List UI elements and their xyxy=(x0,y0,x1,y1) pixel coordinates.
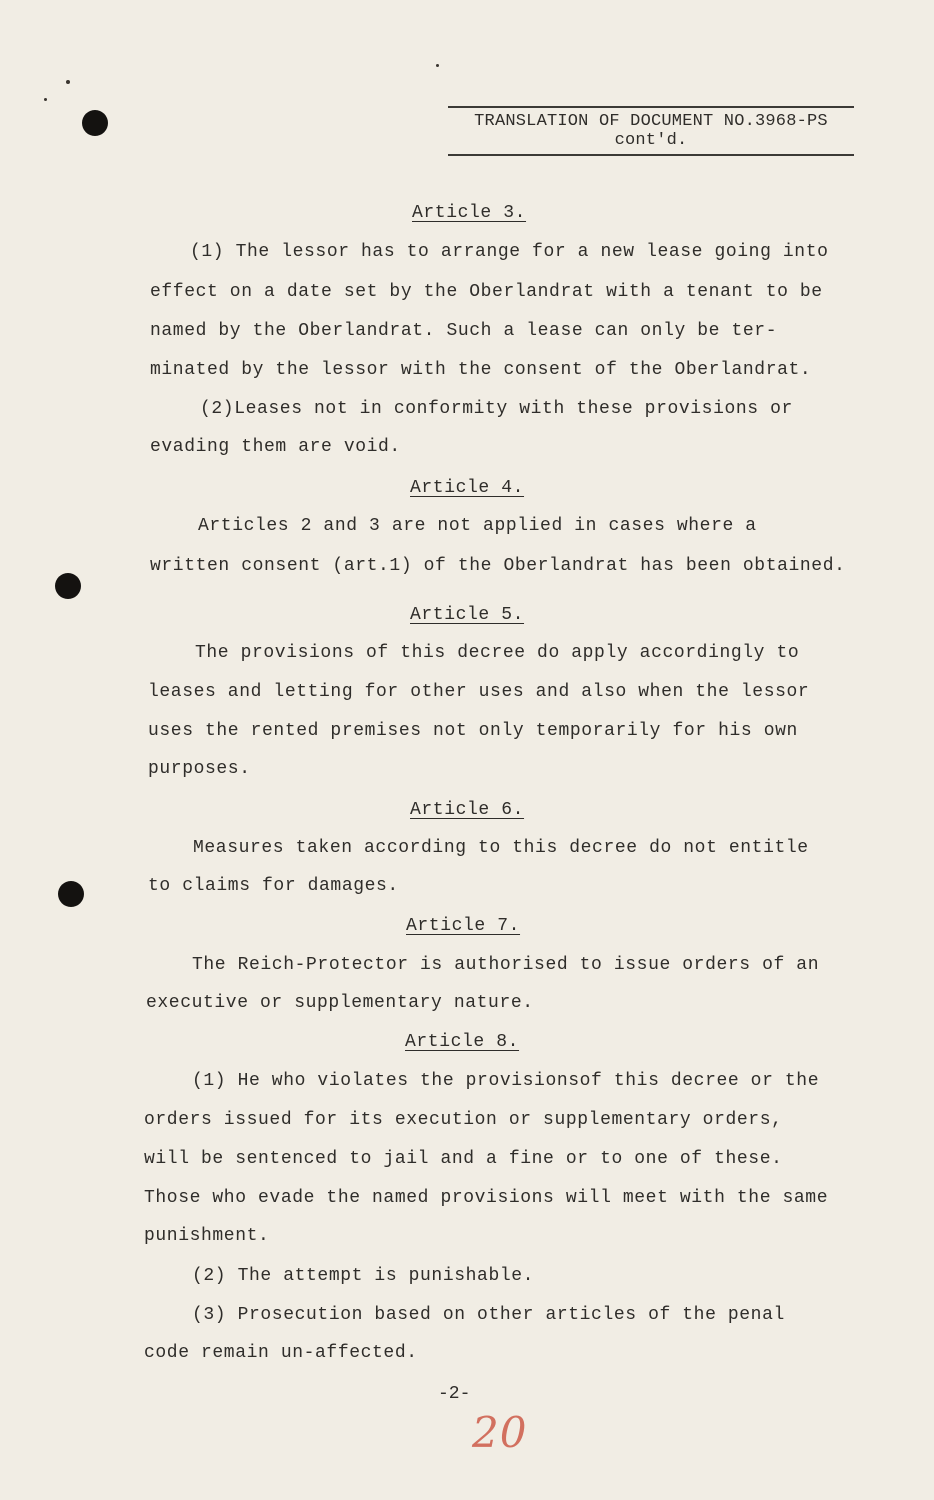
punch-hole-bottom xyxy=(58,881,84,907)
text-line: leases and letting for other uses and also when the lessor xyxy=(148,682,810,702)
text-line: punishment. xyxy=(144,1226,270,1246)
article-4-heading: Article 4. xyxy=(410,478,525,498)
header-top-rule xyxy=(448,106,854,108)
text-line: effect on a date set by the Oberlandrat with a tenant to be xyxy=(150,282,823,302)
text-line: written consent (art.1) of the Oberlandrat has been obtained. xyxy=(150,556,846,576)
article-7-heading: Article 7. xyxy=(406,916,521,936)
article-3-heading: Article 3. xyxy=(412,203,527,223)
text-line: (2) The attempt is punishable. xyxy=(192,1266,535,1286)
article-8-heading: Article 8. xyxy=(405,1032,520,1052)
text-line: The Reich-Protector is authorised to issue orders of an xyxy=(192,955,820,975)
document-subtitle: cont'd. xyxy=(614,131,688,150)
text-line: Measures taken according to this decree do not entitle xyxy=(193,838,809,858)
text-line: minated by the lessor with the consent of the Oberlandrat. xyxy=(150,360,812,380)
text-line: will be sentenced to jail and a fine or to one of these. xyxy=(144,1149,783,1169)
text-line: Those who evade the named provisions will meet with the same xyxy=(144,1188,829,1208)
text-line: The provisions of this decree do apply accordingly to xyxy=(195,643,800,663)
document-header xyxy=(448,106,854,156)
text-line: Articles 2 and 3 are not applied in cases where a xyxy=(198,516,757,536)
text-line: evading them are void. xyxy=(150,437,401,457)
punch-hole-top xyxy=(82,110,108,136)
article-6-heading: Article 6. xyxy=(410,800,525,820)
text-line: to claims for damages. xyxy=(148,876,399,896)
ink-speck xyxy=(66,80,70,84)
punch-hole-middle xyxy=(55,573,81,599)
text-line: (3) Prosecution based on other articles of the penal xyxy=(192,1305,785,1325)
ink-speck xyxy=(44,98,47,101)
text-line: orders issued for its execution or supplementary orders, xyxy=(144,1110,783,1130)
text-line: (2)Leases not in conformity with these provisions or xyxy=(200,399,793,419)
text-line: purposes. xyxy=(148,759,251,779)
document-title: TRANSLATION OF DOCUMENT NO.3968-PS xyxy=(474,112,828,131)
text-line: (1) The lessor has to arrange for a new lease going into xyxy=(190,242,829,262)
text-line: executive or supplementary nature. xyxy=(146,993,534,1013)
text-line: (1) He who violates the provisionsof this decree or the xyxy=(192,1071,820,1091)
text-line: named by the Oberlandrat. Such a lease can only be ter- xyxy=(150,321,778,341)
page-number: -2- xyxy=(438,1384,471,1404)
header-bottom-rule xyxy=(448,154,854,156)
text-line: code remain un-affected. xyxy=(144,1343,418,1363)
article-5-heading: Article 5. xyxy=(410,605,525,625)
handwritten-page-number: 20 xyxy=(472,1408,528,1457)
ink-speck xyxy=(436,64,439,67)
text-line: uses the rented premises not only temporarily for his own xyxy=(148,721,798,741)
